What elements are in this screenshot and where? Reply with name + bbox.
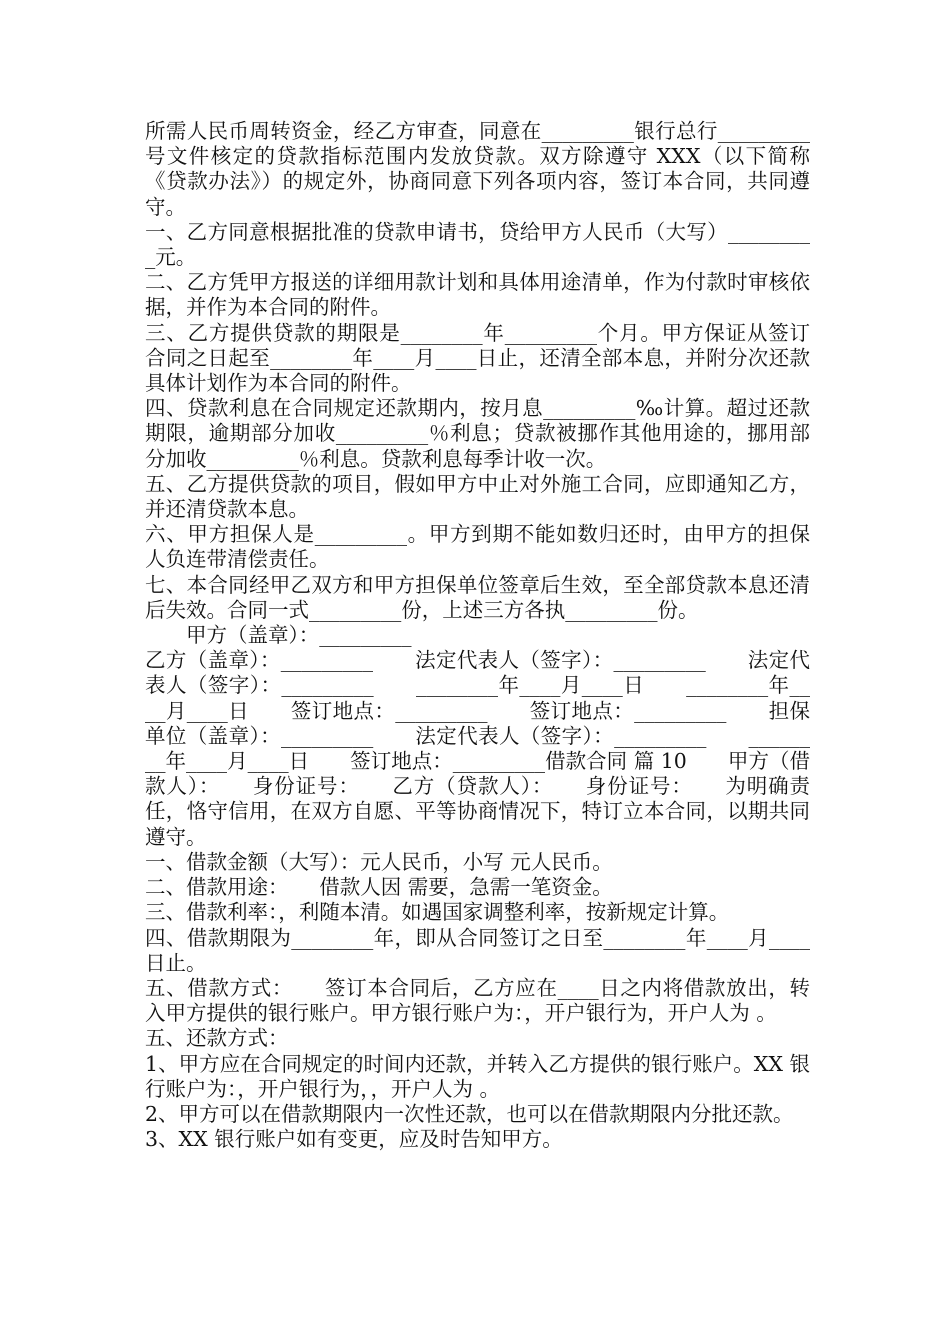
clause-7-effect: 七、本合同经甲乙双方和甲方担保单位签章后生效，至全部贷款本息还清后失效。合同一式_________份，上述三方各执_________份。: [145, 572, 810, 622]
borrow-clause-4-term: 四、借款期限为________年，即从合同签订之日至________年____月____日止。: [145, 925, 810, 975]
borrow-clause-2-purpose: 二、借款用途： 借款人因 需要，急需一笔资金。: [145, 875, 613, 900]
repayment-item-3: 3、XX 银行账户如有变更，应及时告知甲方。: [145, 1127, 563, 1152]
contract-body: [145, 119, 810, 1152]
signature-block-and-contract-10-intro: 乙方（盖章）：_________ 法定代表人（签字）：_________ 法定代表人（签字）：_________ ________年____月____日 ________年____月____日 签订地点：_________ 签订地点：_________ 担保单位（盖章）：_________ 法定代表人（签字）：_________ ________年____月____日 签订地点：_________借款合同 篇 10 甲方（借款人）： 身份证号： 乙方（贷款人）： 身份证号： 为明确责任，恪守信用，在双方自愿、平等协商情况下，特订立本合同，以期共同遵守。: [145, 648, 810, 849]
repayment-heading: 五、还款方式：: [145, 1026, 289, 1051]
repayment-item-2: 2、甲方可以在借款期限内一次性还款，也可以在借款期限内分批还款。: [145, 1101, 794, 1126]
clause-1-loan-amount: 一、乙方同意根据批准的贷款申请书，贷给甲方人民币（大写）_________元。: [145, 219, 810, 270]
signature-party-a: 甲方（盖章）：_________: [145, 623, 412, 648]
repayment-item-1: 1、甲方应在合同规定的时间内还款，并转入乙方提供的银行账户。XX 银行账户为：，开户银行为，，开户人为 。: [145, 1051, 810, 1101]
clause-4-interest: 四、贷款利息在合同规定还款期内，按月息_________‰计算。超过还款期限，逾期部分加收_________％利息；贷款被挪作其他用途的，挪用部分加收_________％利息。贷款利息每季计收一次。: [145, 396, 810, 471]
paragraph-loan-intro: 所需人民币周转资金，经乙方审查，同意在_________银行总行_________号文件核定的贷款指标范围内发放贷款。双方除遵守 XXX（以下简称《贷款办法》）的规定外，协商同意下列各项内容，签订本合同，共同遵守。: [145, 119, 810, 219]
borrow-clause-5-method: 五、借款方式： 签订本合同后，乙方应在____日之内将借款放出，转入甲方提供的银行账户。甲方银行账户为：，开户银行为，开户人为 。: [145, 975, 810, 1026]
clause-5-project: 五、乙方提供贷款的项目，假如甲方中止对外施工合同，应即通知乙方，并还清贷款本息。: [145, 471, 810, 522]
clause-3-loan-term: 三、乙方提供贷款的期限是________年_________个月。甲方保证从签订合同之日起至________年____月____日止，还清全部本息，并附分次还款具体计划作为本合同的附件。: [145, 320, 810, 396]
clause-6-guarantor: 六、甲方担保人是_________。甲方到期不能如数归还时，由甲方的担保人负连带清偿责任。: [145, 522, 810, 572]
borrow-clause-3-rate: 三、借款利率：，利随本清。如遇国家调整利率，按新规定计算。: [145, 900, 730, 925]
borrow-clause-1-amount: 一、借款金额（大写）：元人民币，小写 元人民币。: [145, 849, 613, 874]
clause-2-usage-plan: 二、乙方凭甲方报送的详细用款计划和具体用途清单，作为付款时审核依据，并作为本合同的附件。: [145, 270, 810, 320]
